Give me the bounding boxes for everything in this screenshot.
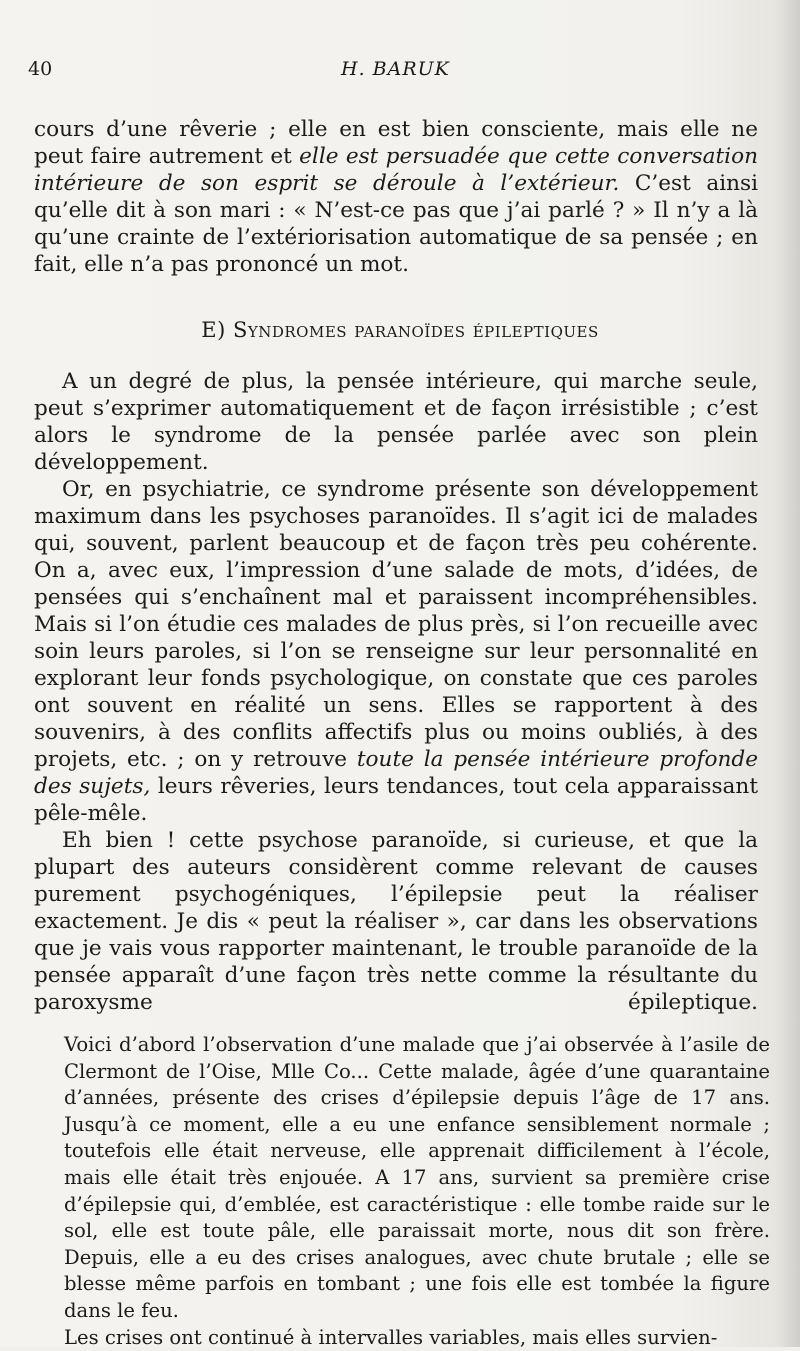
paragraph-2-text-a: Or, en psychiatrie, ce syndrome présente son développement maximum dans les psychoses paranoïdes. Il s’agit ici de malades qui, souvent, parlent beaucoup et de façon très peu cohérente. On a, avec eux, l’impression d’une salade de mots, d’idées, de pensées qui s’enchaînent mal et paraissent incompréhensibles. Mais si l’on étudie ces malades de plus près, si l’on recueille avec soin leurs paroles, si l’on se renseigne sur leur personnalité en explorant leur fonds psychologique, on constate que ces paroles ont souvent en réalité un sens. Elles se rapportent à des souvenirs, à des conflits affectifs plus ou moins oubliés, à des projets, etc. ; on y retrouve [34,477,758,772]
intro-paragraph-block [34,116,758,278]
running-head: H. BARUK [341,58,450,80]
paragraph-2 [34,476,758,827]
observation-block [64,1032,770,1351]
observation-paragraph-1: Voici d’abord l’observation d’une malade que j’ai observée à l’asile de Clermont de l’Oise, Mlle Co... Cette malade, âgée d’une quarantaine d’années, présente des crises d’épilepsie depuis l’âge de 17 ans. Jusqu’à ce moment, elle a eu une enfance sensiblement normale ; toutefois elle était nerveuse, elle apprenait difficilement à l’école, mais elle était très enjouée. A 17 ans, survient sa première crise d’épilepsie qui, d’emblée, est caractéristique : elle tombe raide sur le sol, elle est toute pâle, elle paraissait morte, nous dit son frère. Depuis, elle a eu des crises analogues, avec chute brutale ; elle se blesse même parfois en tombant ; une fois elle est tombée la figure dans le feu. [64,1033,770,1322]
intro-paragraph [34,116,758,278]
main-text-block [34,368,758,1016]
section-title: Syndromes paranoïdes épileptiques [232,318,599,342]
intro-text-c: C’est ainsi qu’elle dit à son mari : « N’est-ce pas que j’ai parlé ? » Il n’y a là qu’une crainte de l’extériorisation automatique de sa pensée ; en fait, elle n’a pas prononcé un mot. [34,171,759,277]
section-heading [0,318,800,342]
paragraph-1: A un degré de plus, la pensée intérieure, qui marche seule, peut s’exprimer automatiquement et de façon irrésistible ; c’est alors le syndrome de la pensée parlée avec son plein développement. [34,369,758,475]
paragraph-2-text-b: leurs rêveries, leurs tendances, tout cela apparaissant pêle-mêle. [34,774,758,826]
intro-text-a: cours d’une rêverie ; elle en est bien consciente, mais elle ne peut faire autrement et [34,117,758,169]
intro-text-italic: elle est persuadée que cette conversation intérieure de son esprit se déroule à l’extérieur. [34,144,759,196]
observation-paragraph-2: Les crises ont continué à intervalles variables, mais elles survien- [64,1325,718,1349]
paragraph-3: Eh bien ! cette psychose paranoïde, si curieuse, et que la plupart des auteurs considèrent comme relevant de causes purement psychogéniques, l’épilepsie peut la réaliser exactement. Je dis « peut la réaliser », car dans les observations que je vais vous rapporter maintenant, le trouble paranoïde de la pensée apparaît d’une façon très nette comme la résultante du paroxysme épileptique. [34,828,758,1015]
page-header [28,58,780,88]
page-number: 40 [28,58,53,80]
section-letter: E) [201,318,226,342]
paragraph-2-italic: toute la pensée intérieure profonde des sujets, [34,747,758,799]
